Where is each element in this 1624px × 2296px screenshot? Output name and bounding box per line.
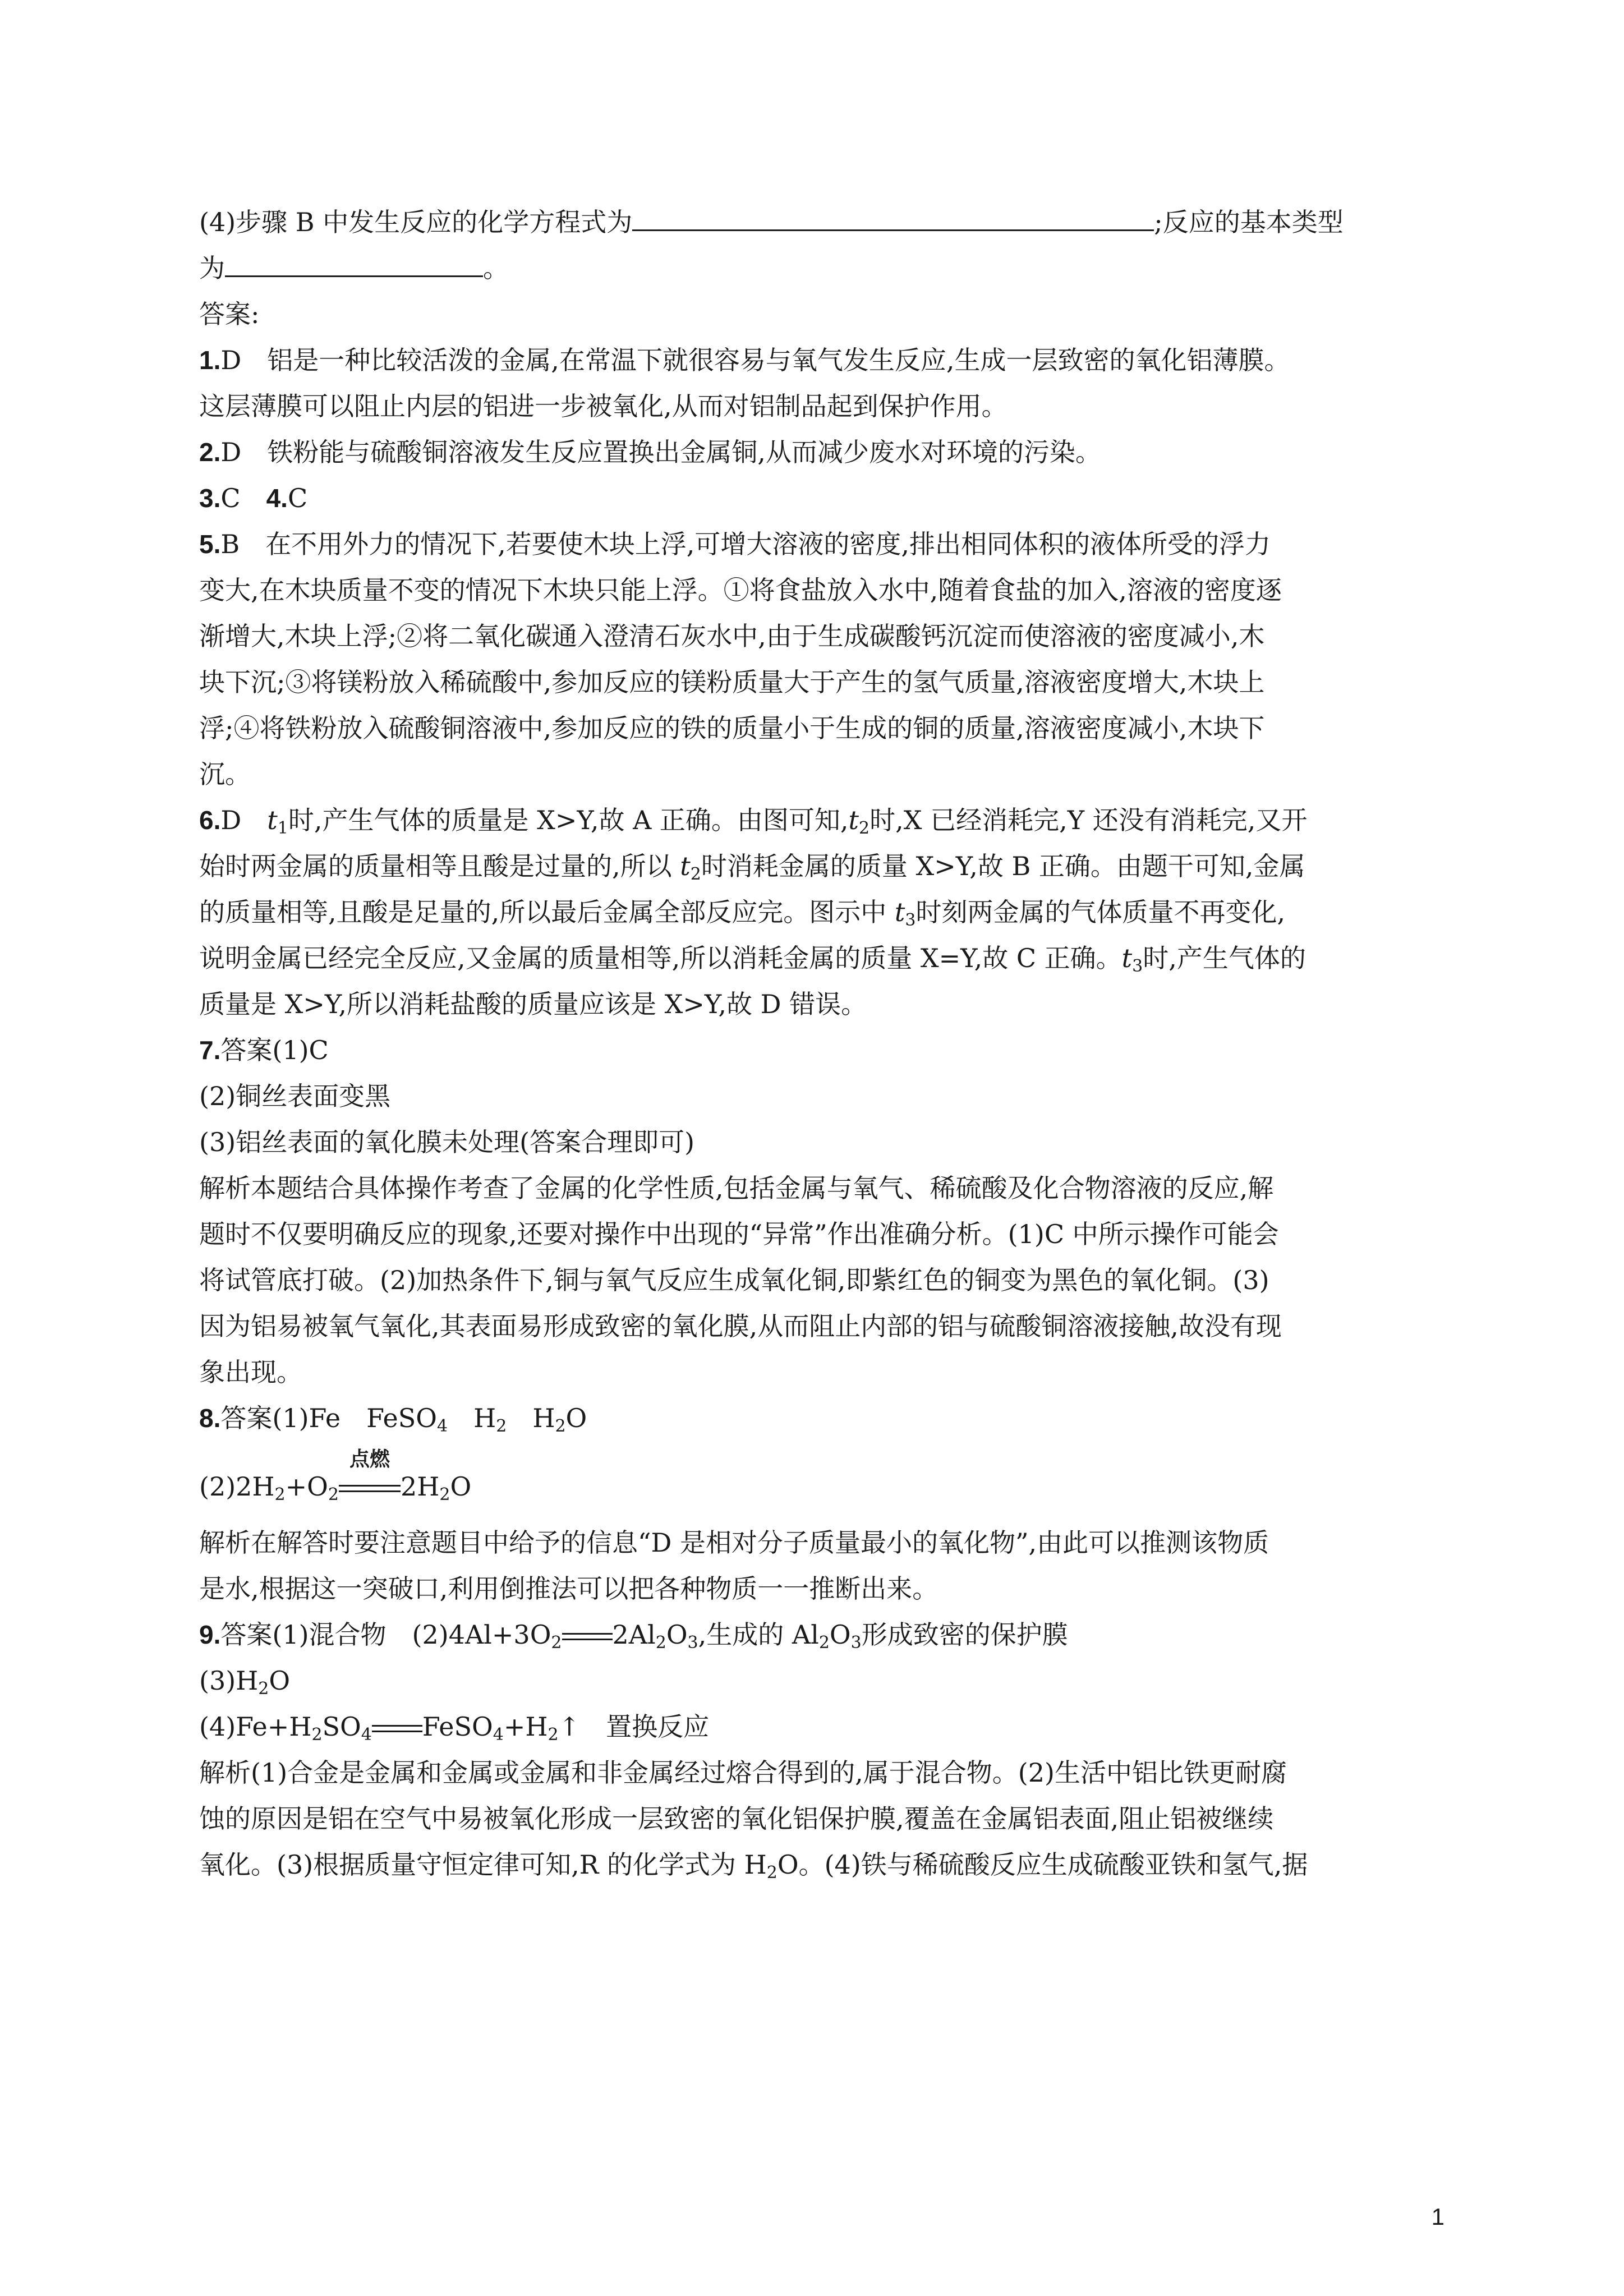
reaction-equals-icon xyxy=(562,1628,613,1645)
answer-7-part-2: (2)铜丝表面变黑 xyxy=(199,1081,391,1111)
answer-5-line-3: 渐增大,木块上浮;②将二氧化碳通入澄清石灰水中,由于生成碳酸钙沉淀而使溶液的密度减小,木 xyxy=(199,621,1265,651)
answer-6-line-1: 6.D $t_1$时,产生气体的质量是 X>Y,故 A 正确。由图可知$,t_2$时,X 已经消耗完,Y 还没有消耗完,又开 xyxy=(199,805,1308,838)
answer-5-line-1: 5.B 在不用外力的情况下,若要使木块上浮,可增大溶液的密度,排出相同体积的液体所受的浮力 xyxy=(199,529,1271,559)
reaction-equals-icon xyxy=(372,1720,422,1737)
answer-6-line-4: 说明金属已经完全反应,又金属的质量相等,所以消耗金属的质量 X=Y,故 C 正确。$t_3$时,产生气体的 xyxy=(199,943,1306,976)
answer-7-explanation-1: 解析本题结合具体操作考查了金属的化学性质,包括金属与氧气、稀硫酸及化合物溶液的反应,解 xyxy=(199,1173,1274,1203)
answer-1-line-2: 这层薄膜可以阻止内层的铝进一步被氧化,从而对铝制品起到保护作用。 xyxy=(199,391,1007,421)
answer-blank-equation[interactable] xyxy=(632,201,1154,231)
answers-heading: 答案: xyxy=(199,299,260,329)
answer-8-explanation-2: 是水,根据这一突破口,利用倒推法可以把各种物质一一推断出来。 xyxy=(199,1573,938,1604)
answer-7-explanation-4: 因为铝易被氧气氧化,其表面易形成致密的氧化膜,从而阻止内部的铝与硫酸铜溶液接触,故没有现 xyxy=(199,1311,1282,1341)
answer-6-line-5: 质量是 X>Y,所以消耗盐酸的质量应该是 X>Y,故 D 错误。 xyxy=(199,989,867,1019)
answer-8-explanation-1: 解析在解答时要注意题目中给予的信息“D 是相对分子质量最小的氧化物”,由此可以推测该物质 xyxy=(199,1527,1269,1558)
answer-8-equation: $(2)2H_2+O_2$ 点燃 $2H_2O$ xyxy=(199,1447,472,1504)
answer-7-part-3: (3)铝丝表面的氧化膜未处理(答案合理即可) xyxy=(199,1127,695,1157)
page-number: 1 xyxy=(1431,2203,1444,2230)
answer-7-explanation-3: 将试管底打破。(2)加热条件下,铜与氧气反应生成氧化铜,即紫红色的铜变为黑色的氧化铜。(3) xyxy=(199,1265,1269,1295)
answer-6-line-3: 的质量相等,且酸是足量的,所以最后金属全部反应完。图示中 $t_3$时刻两金属的气体质量不再变化, xyxy=(199,897,1286,930)
answer-9-explanation-2: 蚀的原因是铝在空气中易被氧化形成一层致密的氧化铝保护膜,覆盖在金属铝表面,阻止铝被继续 xyxy=(199,1803,1274,1834)
answer-7-explanation-2: 题时不仅要明确反应的现象,还要对操作中出现的“异常”作出准确分析。(1)C 中所示操作可能会 xyxy=(199,1219,1279,1249)
answer-8-head: 8.答案(1)Fe FeSO$_4$ $H_2$ $H_2O$ xyxy=(199,1403,587,1436)
answer-5-line-6: 沉。 xyxy=(199,759,251,789)
answer-blank-reaction-type[interactable] xyxy=(225,247,483,277)
answer-3-4: 3.C 4.C xyxy=(199,483,308,513)
answer-1-line-1: 1.D 铝是一种比较活泼的金属,在常温下就很容易与氧气发生反应,生成一层致密的氧化铝薄膜。 xyxy=(199,345,1290,375)
answer-9-head: 9.答案(1)混合物 $(2)4Al+3O_2$ $2Al_2O_3$,生成的 $Al_2O_3$形成致密的保护膜 xyxy=(199,1619,1068,1653)
answer-5-line-4: 块下沉;③将镁粉放入稀硫酸中,参加反应的镁粉质量大于产生的氢气质量,溶液密度增大,木块上 xyxy=(199,667,1265,697)
question-4-line-1: (4)步骤 B 中发生反应的化学方程式为 ;反应的基本类型 xyxy=(199,199,1433,245)
answer-5-line-5: 浮;④将铁粉放入硫酸铜溶液中,参加反应的铁的质量小于生成的铜的质量,溶液密度减小,木块下 xyxy=(199,713,1265,743)
answer-9-part-3: $(3)H_2O$ xyxy=(199,1665,291,1699)
answer-2-line-1: 2.D 铁粉能与硫酸铜溶液发生反应置换出金属铜,从而减少废水对环境的污染。 xyxy=(199,437,1101,467)
reaction-arrow-icon: 点燃 xyxy=(339,1480,401,1497)
answer-5-line-2: 变大,在木块质量不变的情况下木块只能上浮。①将食盐放入水中,随着食盐的加入,溶液的密度逐 xyxy=(199,575,1282,605)
answer-9-explanation-1: 解析(1)合金是金属和金属或金属和非金属经过熔合得到的,属于混合物。(2)生活中铝比铁更耐腐 xyxy=(199,1757,1287,1788)
question-4-line-2: 为 。 xyxy=(199,245,1433,291)
answer-9-explanation-3: 氧化。(3)根据质量守恒定律可知,R 的化学式为 $H_2O$。(4)铁与稀硫酸反应生成硫酸亚铁和氢气,据 xyxy=(199,1849,1308,1883)
answer-7-explanation-5: 象出现。 xyxy=(199,1357,302,1387)
answer-7-head: 7.答案(1)C xyxy=(199,1035,329,1065)
answer-9-part-4: $(4)Fe+H_2SO_4$ $FeSO_4+H_2↑$ 置换反应 xyxy=(199,1711,710,1745)
document-page xyxy=(199,199,1433,1888)
answer-6-line-2: 始时两金属的质量相等且酸是过量的,所以 $t_2$时消耗金属的质量 X>Y,故 B 正确。由题干可知,金属 xyxy=(199,851,1305,884)
